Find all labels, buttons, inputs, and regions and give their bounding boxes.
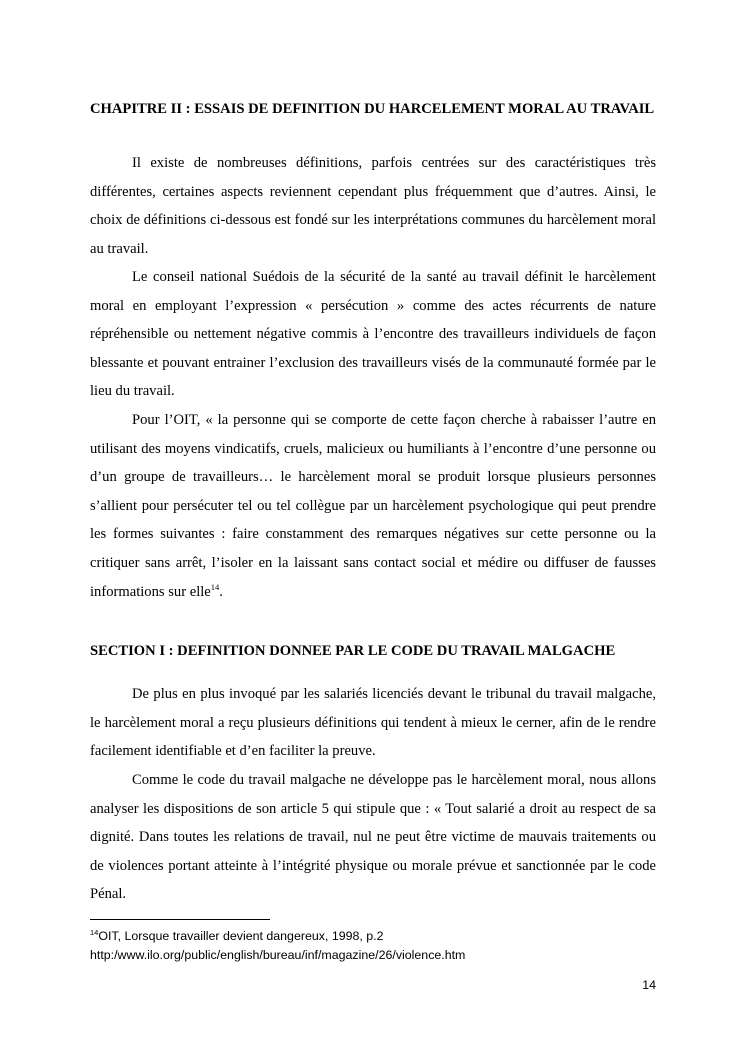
paragraph-swedish-council: Le conseil national Suédois de la sécurité de la santé au travail définit le harcèlement moral en employant l’expression « persécution » comme des actes récurrents de nature répréhensible ou nettement négative commis à l’encontre des travailleurs individuels de façon blessante et pouvant entrainer l’exclusion des travailleurs visés de la communauté formée par le lieu du travail. — [90, 269, 656, 400]
page-number: 14 — [642, 978, 656, 992]
footnote — [90, 927, 656, 964]
footnote-reference[interactable]: 14 — [210, 581, 220, 592]
paragraph-code-travail: De plus en plus invoqué par les salariés licenciés devant le tribunal du travail malgache, le harcèlement moral a reçu plusieurs définitions qui tendent à mieux le cerner, afin de le rendre facilement identifiable et d’en faciliter la preuve. — [90, 686, 656, 760]
footnote-citation: OIT, Lorsque travailler devient dangereux, 1998, p.2 — [98, 929, 384, 943]
section-title: SECTION I : DEFINITION DONNEE PAR LE CODE DU TRAVAIL MALGACHE — [90, 643, 616, 659]
paragraph-article-5: Comme le code du travail malgache ne développe pas le harcèlement moral, nous allons analyser les dispositions de son article 5 qui stipule que : « Tout salarié a droit au respect de sa dignité. Dans toutes les relations de travail, nul ne peut être victime de mauvais traitements ou de violences portant atteinte à l’intégrité physique ou morale prévue et sanctionnée par le code Pénal. — [90, 772, 656, 903]
footnote-number: 14 — [90, 928, 99, 937]
footnote-line-1 — [90, 927, 656, 946]
chapter-title: CHAPITRE II : ESSAIS DE DEFINITION DU HARCELEMENT MORAL AU TRAVAIL — [90, 101, 655, 117]
footnote-url[interactable]: http:/www.ilo.org/public/english/bureau/inf/magazine/26/violence.htm — [90, 947, 466, 962]
paragraph-oit — [90, 406, 656, 606]
footnote-separator — [90, 919, 270, 920]
paragraph-intro: Il existe de nombreuses définitions, parfois centrées sur des caractéristiques très différentes, certaines aspects reviennent cependant plus fréquemment que d’autres. Ainsi, le choix de définitions ci-dessous est fondé sur les interprétations communes du harcèlement moral au travail. — [90, 155, 656, 257]
paragraph-oit-text: Pour l’OIT, « la personne qui se comporte de cette façon cherche à rabaisser l’autre en utilisant des moyens vindicatifs, cruels, malicieux ou humiliants à l’encontre d’une personne ou d’un groupe de travailleurs… le harcèlement moral se produit lorsque plusieurs personnes s’allient pour persécuter tel ou tel collègue par un harcèlement psychologique qui peut prendre les formes suivantes : faire constamment des remarques négatives sur cette personne ou la critiquer sans arrêt, l’isoler en la laissant sans contact social et médire ou diffuser de fausses informations sur elle — [90, 412, 656, 600]
paragraph-oit-end: . — [219, 583, 223, 600]
